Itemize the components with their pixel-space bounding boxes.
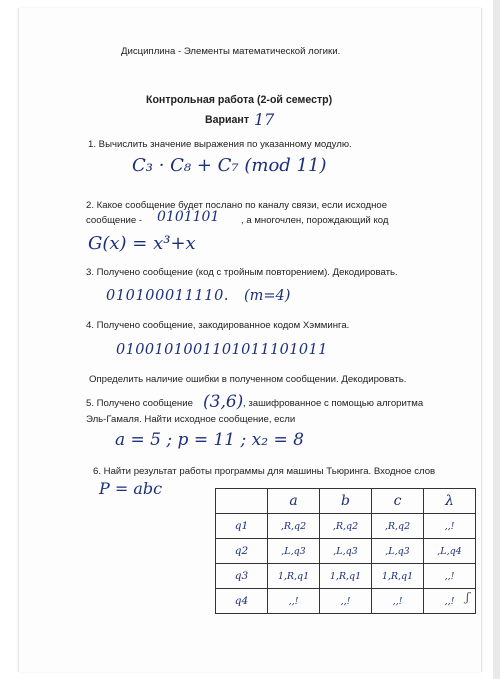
task-4-question: Определить наличие ошибки в полученном сообщении. Декодировать. (89, 374, 407, 385)
table-cell: ,L,q4 (424, 539, 476, 564)
task-5-params: a = 5 ; p = 11 ; x₂ = 8 (115, 430, 304, 450)
task-2-polynomial: G(x) = x³+x (88, 233, 196, 254)
table-cell: ,L,q3 (268, 539, 320, 564)
task-5-text-a: 5. Получено сообщение (86, 398, 193, 409)
table-header-cell: a (268, 489, 320, 514)
table-cell: ,,! (424, 589, 476, 614)
state-cell: q4 (216, 589, 268, 614)
table-row (216, 564, 476, 589)
task-2-message: 0101101 (157, 209, 220, 225)
task-3-param: (m=4) (244, 288, 291, 304)
task-5-pair: (3,6) (203, 392, 244, 412)
table-cell: ,R,q2 (320, 514, 372, 539)
table-row (216, 589, 476, 614)
task-5-text-c: Эль-Гамаля. Найти исходное сообщение, если (86, 414, 296, 425)
task-3-code: 010100011110. (106, 288, 230, 304)
table-cell: ,R,q2 (268, 514, 320, 539)
table-cell: 1,R,q1 (372, 564, 424, 589)
task-2-text-b: сообщение - (86, 215, 143, 226)
table-header-cell (216, 489, 268, 514)
table-cell: ,L,q3 (372, 539, 424, 564)
table-cell: ,L,q3 (320, 539, 372, 564)
table-header-cell: c (372, 489, 424, 514)
task-4-code: 0100101001101011101011 (116, 342, 328, 358)
table-header-row (216, 489, 476, 514)
table-cell: 1,R,q1 (268, 564, 320, 589)
task-5-text-b: , зашифрованное с помощью алгоритма (243, 398, 424, 409)
table-cell: ,,! (372, 589, 424, 614)
state-cell: q2 (216, 539, 268, 564)
table-cell: ,,! (424, 514, 476, 539)
task-4-text: 4. Получено сообщение, закодированное кодом Хэмминга. (86, 320, 350, 331)
test-title: Контрольная работа (2-ой семестр) (146, 94, 333, 106)
task-2-text-c: , а многочлен, порождающий код (241, 215, 389, 226)
task-2-text-a: 2. Какое сообщение будет послано по каналу связи, если исходное (86, 200, 388, 211)
table-cell: 1,R,q1 (320, 564, 372, 589)
task-1-answer: C₃ · C₈ + C₇ (mod 11) (132, 155, 327, 176)
table-row (216, 514, 476, 539)
table-cell: ,,! (424, 564, 476, 589)
table-cell: ,,! (268, 589, 320, 614)
turing-machine-table (215, 488, 476, 614)
task-3-text: 3. Получено сообщение (код с тройным повторением). Декодировать. (86, 267, 398, 278)
variant-number: 17 (254, 110, 275, 129)
task-1-text: 1. Вычислить значение выражения по указанному модулю. (88, 139, 352, 150)
task-6-input-word: P = abc (99, 479, 163, 498)
state-cell: q1 (216, 514, 268, 539)
table-cell: ,R,q2 (372, 514, 424, 539)
state-cell: q3 (216, 564, 268, 589)
stray-pen-mark: ʃ (466, 590, 470, 604)
discipline-line: Дисциплина - Элементы математической логики. (121, 46, 341, 57)
variant-label: Вариант (205, 114, 250, 126)
table-header-cell: λ (424, 489, 476, 514)
table-cell: ,,! (320, 589, 372, 614)
table-row (216, 539, 476, 564)
task-6-text: 6. Найти результат работы программы для машины Тьюринга. Входное слов (93, 466, 436, 477)
page-edge-shadow (493, 0, 500, 679)
table-header-cell: b (320, 489, 372, 514)
